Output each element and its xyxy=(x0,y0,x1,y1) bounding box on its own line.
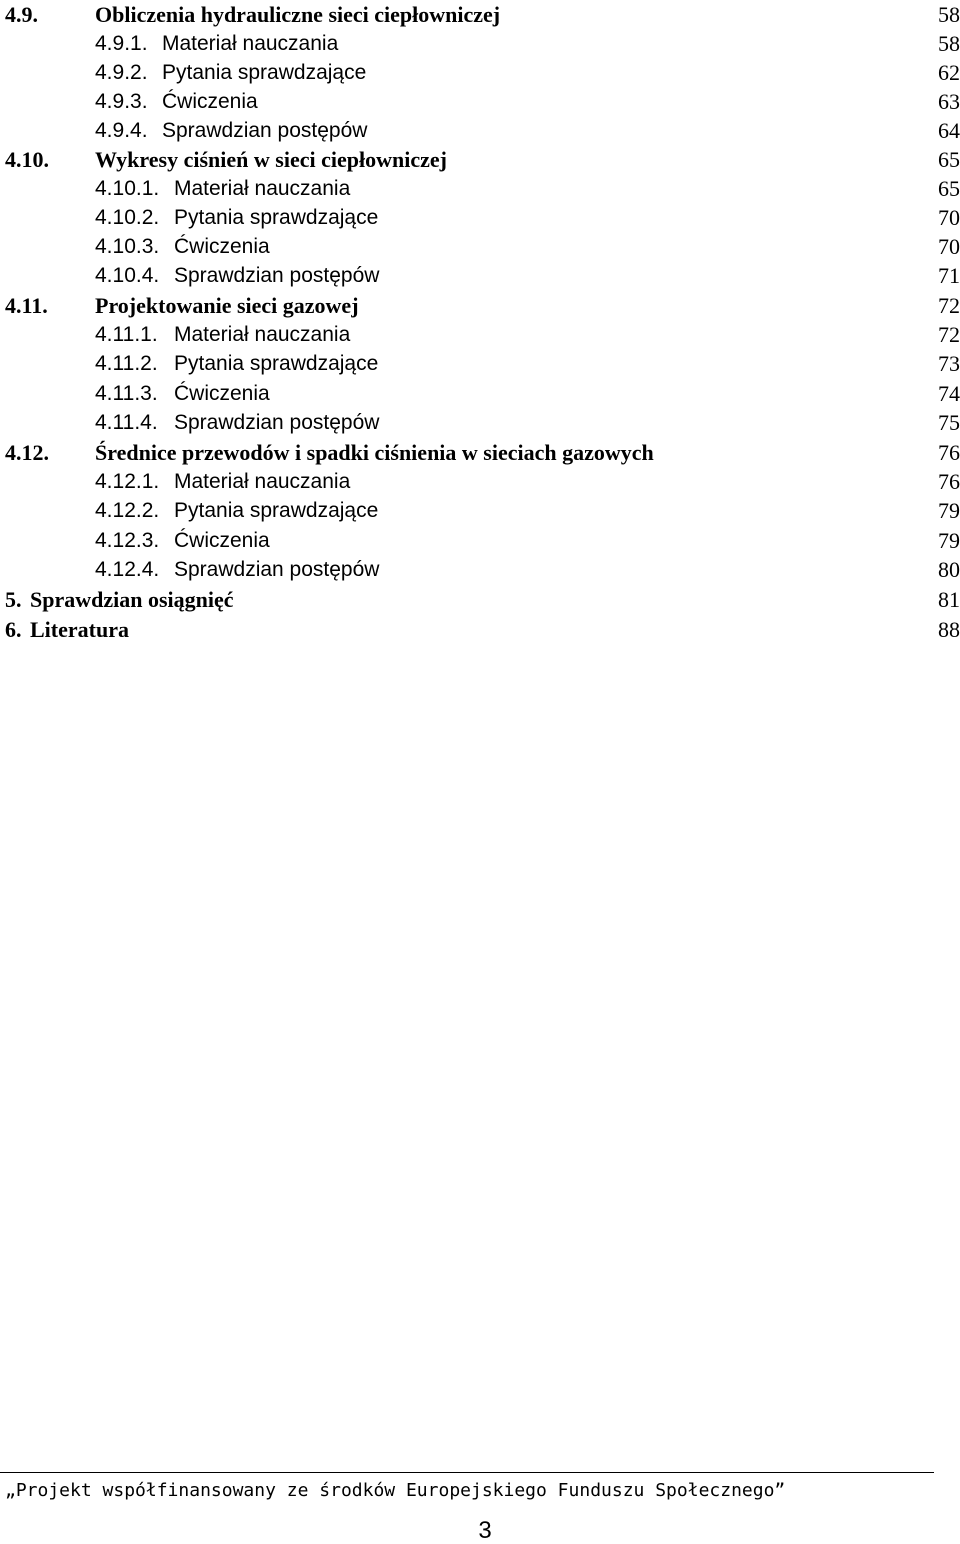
toc-entry-number: 4.12.3. xyxy=(95,529,160,552)
toc-entry-number: 4.12.4. xyxy=(95,558,160,581)
toc-entry-section[interactable] xyxy=(0,438,960,467)
toc-entry-chapter[interactable] xyxy=(0,585,960,614)
toc-entry-subsection[interactable] xyxy=(0,467,960,496)
toc-entry-title: Materiał nauczania xyxy=(174,323,351,346)
toc-entry-page: 70 xyxy=(938,234,960,259)
toc-entry-section[interactable] xyxy=(0,0,960,29)
toc-entry-number: 4.11. xyxy=(5,293,48,318)
toc-entry-number: 4.11.1. xyxy=(95,323,158,346)
toc-entry-title: Ćwiczenia xyxy=(174,235,270,258)
toc-entry-subsection[interactable] xyxy=(0,261,960,290)
toc-entry-subsection[interactable] xyxy=(0,526,960,555)
toc-entry-number: 4.10.1. xyxy=(95,177,160,200)
toc-entry-subsection[interactable] xyxy=(0,87,960,116)
toc-entry-number: 4.9.4. xyxy=(95,119,148,142)
toc-entry-title: Literatura xyxy=(30,617,129,642)
toc-entry-number: 4.10.4. xyxy=(95,264,160,287)
toc-entry-page: 81 xyxy=(938,587,960,612)
toc-entry-page: 65 xyxy=(938,176,960,201)
toc-entry-page: 65 xyxy=(938,147,960,172)
toc-entry-page: 72 xyxy=(938,293,960,318)
toc-entry-subsection[interactable] xyxy=(0,58,960,87)
toc-entry-number: 4.11.2. xyxy=(95,352,158,375)
toc-entry-subsection[interactable] xyxy=(0,496,960,525)
toc-entry-page: 64 xyxy=(938,118,960,143)
toc-entry-title: Materiał nauczania xyxy=(174,470,351,493)
toc-entry-title: Sprawdzian postępów xyxy=(174,411,380,434)
page-number: 3 xyxy=(478,1517,492,1544)
toc-entry-subsection[interactable] xyxy=(0,408,960,437)
footer-project-note: „Projekt współfinansowany ze środków Europejskiego Funduszu Społecznego” xyxy=(5,1480,786,1501)
toc-entry-number: 4.10. xyxy=(5,147,49,172)
toc-entry-page: 63 xyxy=(938,89,960,114)
toc-entry-page: 58 xyxy=(938,31,960,56)
toc-entry-chapter[interactable] xyxy=(0,615,960,644)
toc-entry-title: Materiał nauczania xyxy=(162,32,339,55)
toc-entry-title: Ćwiczenia xyxy=(162,90,258,113)
toc-entry-title: Pytania sprawdzające xyxy=(174,352,379,375)
toc-entry-subsection[interactable] xyxy=(0,29,960,58)
toc-entry-number: 4.12.2. xyxy=(95,499,160,522)
toc-entry-page: 80 xyxy=(938,557,960,582)
toc-entry-subsection[interactable] xyxy=(0,116,960,145)
toc-entry-number: 4.12. xyxy=(5,440,49,465)
toc-entry-number: 4.10.2. xyxy=(95,206,160,229)
toc-entry-title: Pytania sprawdzające xyxy=(174,499,379,522)
toc-entry-title: Obliczenia hydrauliczne sieci ciepłowniczej xyxy=(95,2,501,27)
toc-entry-title: Pytania sprawdzające xyxy=(162,61,367,84)
toc-entry-title: Sprawdzian postępów xyxy=(174,264,380,287)
toc-entry-number: 4.9. xyxy=(5,2,38,27)
toc-entry-subsection[interactable] xyxy=(0,174,960,203)
toc-entry-subsection[interactable] xyxy=(0,320,960,349)
toc-entry-page: 71 xyxy=(938,263,960,288)
toc-entry-subsection[interactable] xyxy=(0,555,960,584)
toc-entry-page: 88 xyxy=(938,617,960,642)
toc-entry-title: Wykresy ciśnień w sieci ciepłowniczej xyxy=(95,147,447,172)
footer-divider xyxy=(0,1472,934,1473)
toc-entry-title: Ćwiczenia xyxy=(174,529,270,552)
toc-entry-number: 4.9.2. xyxy=(95,61,148,84)
toc-entry-title: Projektowanie sieci gazowej xyxy=(95,293,359,318)
toc-entry-page: 62 xyxy=(938,60,960,85)
toc-entry-page: 58 xyxy=(938,2,960,27)
toc-entry-page: 73 xyxy=(938,351,960,376)
toc-entry-page: 72 xyxy=(938,322,960,347)
toc-entry-number: 5. xyxy=(5,587,22,612)
toc-entry-section[interactable] xyxy=(0,291,960,320)
toc-entry-page: 79 xyxy=(938,498,960,523)
toc-entry-page: 79 xyxy=(938,528,960,553)
toc-entry-page: 76 xyxy=(938,469,960,494)
toc-entry-section[interactable] xyxy=(0,145,960,174)
toc-entry-title: Materiał nauczania xyxy=(174,177,351,200)
toc-entry-page: 76 xyxy=(938,440,960,465)
toc-entry-subsection[interactable] xyxy=(0,349,960,378)
toc-entry-subsection[interactable] xyxy=(0,203,960,232)
toc-entry-title: Sprawdzian osiągnięć xyxy=(30,587,234,612)
toc-entry-number: 4.9.3. xyxy=(95,90,148,113)
toc-entry-number: 4.9.1. xyxy=(95,32,148,55)
toc-entry-page: 70 xyxy=(938,205,960,230)
toc-entry-page: 75 xyxy=(938,410,960,435)
toc-entry-page: 74 xyxy=(938,381,960,406)
toc-entry-subsection[interactable] xyxy=(0,379,960,408)
toc-entry-title: Ćwiczenia xyxy=(174,382,270,405)
toc-entry-number: 6. xyxy=(5,617,22,642)
toc-entry-number: 4.11.4. xyxy=(95,411,158,434)
toc-entry-number: 4.11.3. xyxy=(95,382,158,405)
toc-entry-title: Sprawdzian postępów xyxy=(174,558,380,581)
toc-entry-subsection[interactable] xyxy=(0,232,960,261)
toc-entry-number: 4.10.3. xyxy=(95,235,160,258)
toc-entry-number: 4.12.1. xyxy=(95,470,160,493)
toc-entry-title: Pytania sprawdzające xyxy=(174,206,379,229)
toc-entry-title: Sprawdzian postępów xyxy=(162,119,368,142)
toc-entry-title: Średnice przewodów i spadki ciśnienia w sieciach gazowych xyxy=(95,440,654,465)
